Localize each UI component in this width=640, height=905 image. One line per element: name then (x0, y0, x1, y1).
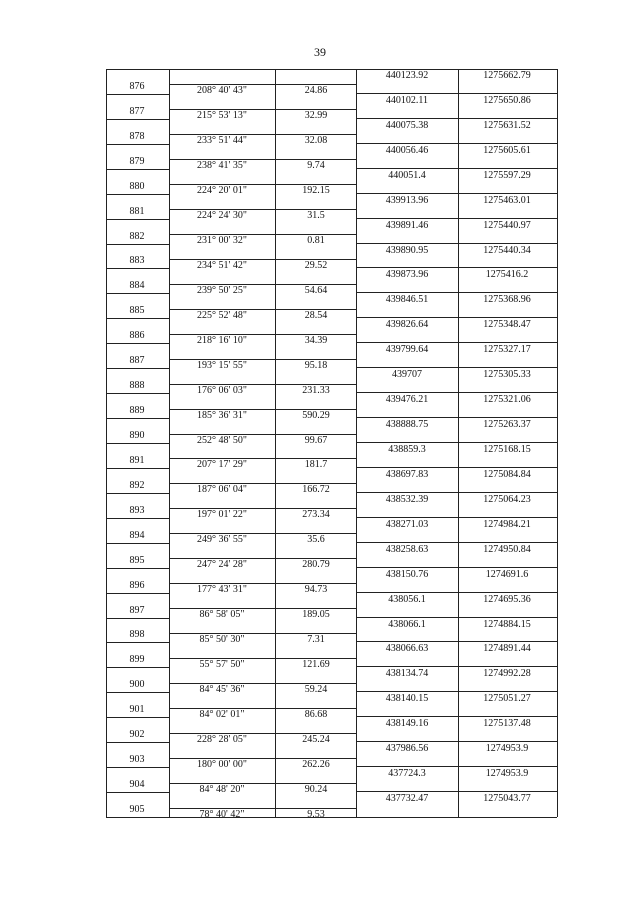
point-number: 883 (129, 255, 145, 267)
coordinate-x: 440102.11 (385, 94, 429, 106)
row-rule (356, 766, 557, 767)
coordinate-x: 437986.56 (385, 743, 429, 755)
point-number: 905 (129, 804, 145, 815)
segment-length: 192.15 (302, 185, 330, 197)
direction-angle: 55° 57' 50" (199, 658, 245, 670)
row-rule (356, 342, 557, 343)
coordinate-x: 439913.96 (385, 194, 429, 206)
coordinate-x: 438056.1 (388, 593, 426, 605)
direction-angle: 176° 06' 03" (197, 384, 247, 396)
coordinate-y: 1275440.97 (483, 219, 531, 231)
segment-length: 34.39 (304, 334, 328, 346)
segment-length: 28.54 (304, 309, 328, 321)
direction-angle: 233° 51' 44" (197, 135, 247, 147)
coordinate-x: 439846.51 (385, 294, 429, 306)
segment-length: 59.24 (304, 683, 328, 695)
row-rule (106, 568, 169, 569)
coordinate-x: 439873.96 (385, 269, 429, 281)
coordinate-y: 1275064.23 (483, 493, 531, 505)
row-rule (356, 292, 557, 293)
coordinate-y: 1274992.28 (483, 668, 531, 680)
coordinate-x: 438258.63 (385, 543, 429, 555)
row-rule (106, 343, 169, 344)
direction-angle: 84° 45' 36" (199, 683, 245, 695)
direction-angle: 231° 00' 32" (197, 235, 247, 247)
row-rule (356, 592, 557, 593)
coordinate-y: 1274695.36 (483, 593, 531, 605)
row-rule (106, 268, 169, 269)
row-rule (106, 368, 169, 369)
direction-angle: 207° 17' 29" (197, 459, 247, 471)
row-rule (356, 193, 557, 194)
direction-angle: 228° 28' 05" (197, 733, 247, 745)
coordinate-y: 1274953.9 (485, 768, 529, 780)
segment-length: 121.69 (302, 658, 330, 670)
segment-length: 32.99 (304, 110, 328, 122)
segment-length: 90.24 (304, 783, 328, 795)
coordinate-y: 1275327.17 (483, 344, 531, 356)
row-rule (106, 717, 169, 718)
coordinate-x: 438888.75 (385, 419, 429, 431)
point-number: 895 (129, 554, 145, 566)
point-number: 891 (129, 454, 145, 466)
segment-length: 95.18 (304, 359, 328, 371)
point-number: 903 (129, 754, 145, 766)
coordinate-y: 1275137.48 (483, 718, 531, 730)
row-rule (356, 243, 557, 244)
point-number: 877 (129, 105, 145, 117)
direction-angle: 85° 50' 30" (199, 633, 245, 645)
coordinate-y: 1275463.01 (483, 194, 531, 206)
row-rule (106, 468, 169, 469)
coordinate-x: 440051.4 (388, 169, 426, 181)
point-number: 893 (129, 504, 145, 516)
direction-angle: 215° 53' 13" (197, 110, 247, 122)
row-rule (106, 493, 169, 494)
coordinate-y: 1274953.9 (485, 743, 529, 755)
point-number: 900 (129, 679, 145, 691)
row-rule (106, 742, 169, 743)
segment-length: 35.6 (307, 534, 325, 546)
segment-length: 273.34 (302, 509, 330, 521)
direction-angle: 193° 15' 55" (197, 359, 247, 371)
row-rule (106, 144, 169, 145)
coordinate-y: 1275440.34 (483, 244, 531, 256)
coordinate-y: 1274984.21 (483, 518, 531, 530)
coordinate-y: 1275084.84 (483, 468, 531, 480)
point-number: 887 (129, 355, 145, 367)
coordinate-x: 439891.46 (385, 219, 429, 231)
row-rule (356, 467, 557, 468)
row-rule (106, 593, 169, 594)
row-rule (106, 293, 169, 294)
coordinate-y: 1274691.6 (485, 568, 529, 580)
coordinate-y: 1275416.2 (485, 269, 529, 281)
segment-length: 280.79 (302, 559, 330, 571)
segment-length: 32.08 (304, 135, 328, 147)
point-number: 888 (129, 380, 145, 392)
coordinate-x: 439476.21 (385, 394, 429, 406)
point-number: 896 (129, 579, 145, 591)
row-rule (106, 94, 169, 95)
coordinate-y: 1275650.86 (483, 94, 531, 106)
direction-angle: 225° 52' 48" (197, 309, 247, 321)
point-number: 898 (129, 629, 145, 641)
point-number: 894 (129, 529, 145, 541)
segment-length: 181.7 (304, 459, 328, 471)
row-rule (356, 267, 557, 268)
coordinate-y: 1274950.84 (483, 543, 531, 555)
direction-angle: 247° 24' 28" (197, 559, 247, 571)
segment-length: 9.74 (307, 160, 325, 172)
coordinate-x: 439707 (392, 369, 422, 381)
row-rule (356, 392, 557, 393)
row-rule (356, 641, 557, 642)
row-rule (356, 691, 557, 692)
direction-angle: 234° 51' 42" (197, 259, 247, 271)
segment-length: 262.26 (302, 758, 330, 770)
segment-length: 9.53 (307, 808, 325, 820)
row-rule (356, 218, 557, 219)
row-rule (356, 716, 557, 717)
row-rule (356, 317, 557, 318)
direction-angle: 185° 36' 31" (197, 409, 247, 421)
coordinate-x: 438066.1 (388, 618, 426, 630)
row-rule (356, 143, 557, 144)
row-rule (106, 119, 169, 120)
row-rule (106, 393, 169, 394)
row-rule (356, 666, 557, 667)
row-rule (106, 767, 169, 768)
segment-length: 166.72 (302, 484, 330, 496)
row-rule (356, 567, 557, 568)
row-rule (356, 517, 557, 518)
row-rule (106, 219, 169, 220)
point-number: 880 (129, 180, 145, 192)
row-rule (356, 168, 557, 169)
coordinate-x: 438150.76 (385, 568, 429, 580)
row-rule (106, 667, 169, 668)
row-rule (106, 642, 169, 643)
row-rule (106, 244, 169, 245)
coordinate-x: 440123.92 (385, 70, 429, 81)
row-rule (106, 817, 169, 818)
segment-length: 94.73 (304, 584, 328, 596)
coordinate-x: 438697.83 (385, 468, 429, 480)
direction-angle: 86° 58' 05" (199, 609, 245, 621)
row-rule (106, 443, 169, 444)
coordinate-x: 438140.15 (385, 693, 429, 705)
row-rule (106, 618, 169, 619)
coordinate-x: 437732.47 (385, 793, 429, 805)
row-rule (356, 617, 557, 618)
direction-angle: 249° 36' 55" (197, 534, 247, 546)
row-rule (356, 93, 557, 94)
point-number: 902 (129, 729, 145, 741)
point-number: 904 (129, 779, 145, 791)
point-number: 878 (129, 130, 145, 142)
direction-angle: 208° 40' 43" (197, 85, 247, 97)
row-rule (106, 169, 169, 170)
point-number: 899 (129, 654, 145, 666)
coordinate-y: 1274891.44 (483, 643, 531, 655)
direction-angle: 197° 01' 22" (197, 509, 247, 521)
point-number: 901 (129, 704, 145, 716)
coordinate-x: 438532.39 (385, 493, 429, 505)
row-rule (106, 194, 169, 195)
row-rule (106, 543, 169, 544)
point-number: 889 (129, 405, 145, 417)
row-rule (356, 417, 557, 418)
coordinate-y: 1275168.15 (483, 444, 531, 455)
point-number: 897 (129, 604, 145, 616)
segment-length: 590.29 (302, 409, 330, 421)
coordinate-x: 439799.64 (385, 344, 429, 356)
point-number: 890 (129, 430, 145, 441)
coordinate-y: 1275662.79 (483, 70, 531, 81)
coordinate-x: 439826.64 (385, 319, 429, 331)
coordinates-table (106, 69, 557, 820)
point-number: 882 (129, 230, 145, 242)
direction-angle: 180° 00' 00" (197, 758, 247, 770)
coordinate-x: 437724.3 (388, 768, 426, 780)
coordinate-x: 440056.46 (385, 144, 429, 156)
coordinate-y: 1275368.96 (483, 294, 531, 306)
direction-angle: 252° 48' 50" (197, 434, 247, 446)
point-number: 876 (129, 80, 145, 92)
coordinate-y: 1275321.06 (483, 394, 531, 406)
coordinate-y: 1275051.27 (483, 693, 531, 705)
point-number: 879 (129, 155, 145, 167)
direction-angle: 177° 43' 31" (197, 584, 247, 596)
row-rule (356, 791, 557, 792)
coordinate-x: 438859.3 (388, 444, 426, 455)
coordinate-x: 440075.38 (385, 119, 429, 131)
segment-length: 29.52 (304, 259, 328, 271)
coordinate-x: 438066.63 (385, 643, 429, 655)
direction-angle: 218° 16' 10" (197, 334, 247, 346)
point-number: 884 (129, 280, 145, 292)
row-rule (106, 418, 169, 419)
coordinate-y: 1275605.61 (483, 144, 531, 156)
point-number: 886 (129, 330, 145, 342)
row-rule (106, 692, 169, 693)
coordinate-x: 439890.95 (385, 244, 429, 256)
page-number: 39 (314, 45, 326, 59)
row-rule (356, 741, 557, 742)
row-rule (106, 792, 169, 793)
coordinate-x: 438149.16 (385, 718, 429, 730)
coordinate-y: 1275597.29 (483, 169, 531, 181)
segment-length: 31.5 (307, 210, 325, 222)
segment-length: 0.81 (307, 235, 325, 247)
segment-length: 54.64 (304, 284, 328, 296)
direction-angle: 224° 20' 01" (197, 185, 247, 197)
coordinate-y: 1274884.15 (483, 618, 531, 630)
coordinate-y: 1275305.33 (483, 369, 531, 381)
coordinate-x: 438134.74 (385, 668, 429, 680)
row-rule (106, 518, 169, 519)
direction-angle: 84° 02' 01" (199, 708, 245, 720)
coordinate-x: 438271.03 (385, 518, 429, 530)
direction-angle: 78° 40' 42" (199, 808, 245, 820)
row-rule (356, 367, 557, 368)
row-rule (356, 118, 557, 119)
coordinate-y: 1275263.37 (483, 419, 531, 431)
row-rule (356, 442, 557, 443)
segment-length: 86.68 (304, 708, 328, 720)
segment-length: 189.05 (302, 609, 330, 621)
row-rule (356, 542, 557, 543)
point-number: 881 (129, 205, 145, 217)
segment-length: 245.24 (302, 733, 330, 745)
direction-angle: 238° 41' 35" (197, 160, 247, 172)
coordinate-y: 1275043.77 (483, 793, 531, 805)
row-rule (106, 318, 169, 319)
row-rule (356, 492, 557, 493)
coordinate-y: 1275348.47 (483, 319, 531, 331)
segment-length: 231.33 (302, 384, 330, 396)
point-number: 885 (129, 305, 145, 317)
direction-angle: 224° 24' 30" (197, 210, 247, 222)
segment-length: 99.67 (304, 434, 328, 446)
direction-angle: 239° 50' 25" (197, 284, 247, 296)
direction-angle: 84° 48' 20" (199, 783, 245, 795)
point-number: 892 (129, 479, 145, 491)
column-rule (557, 69, 558, 817)
direction-angle: 187° 06' 04" (197, 484, 247, 496)
segment-length: 7.31 (307, 633, 325, 645)
segment-length: 24.86 (304, 85, 328, 97)
coordinate-y: 1275631.52 (483, 119, 531, 131)
